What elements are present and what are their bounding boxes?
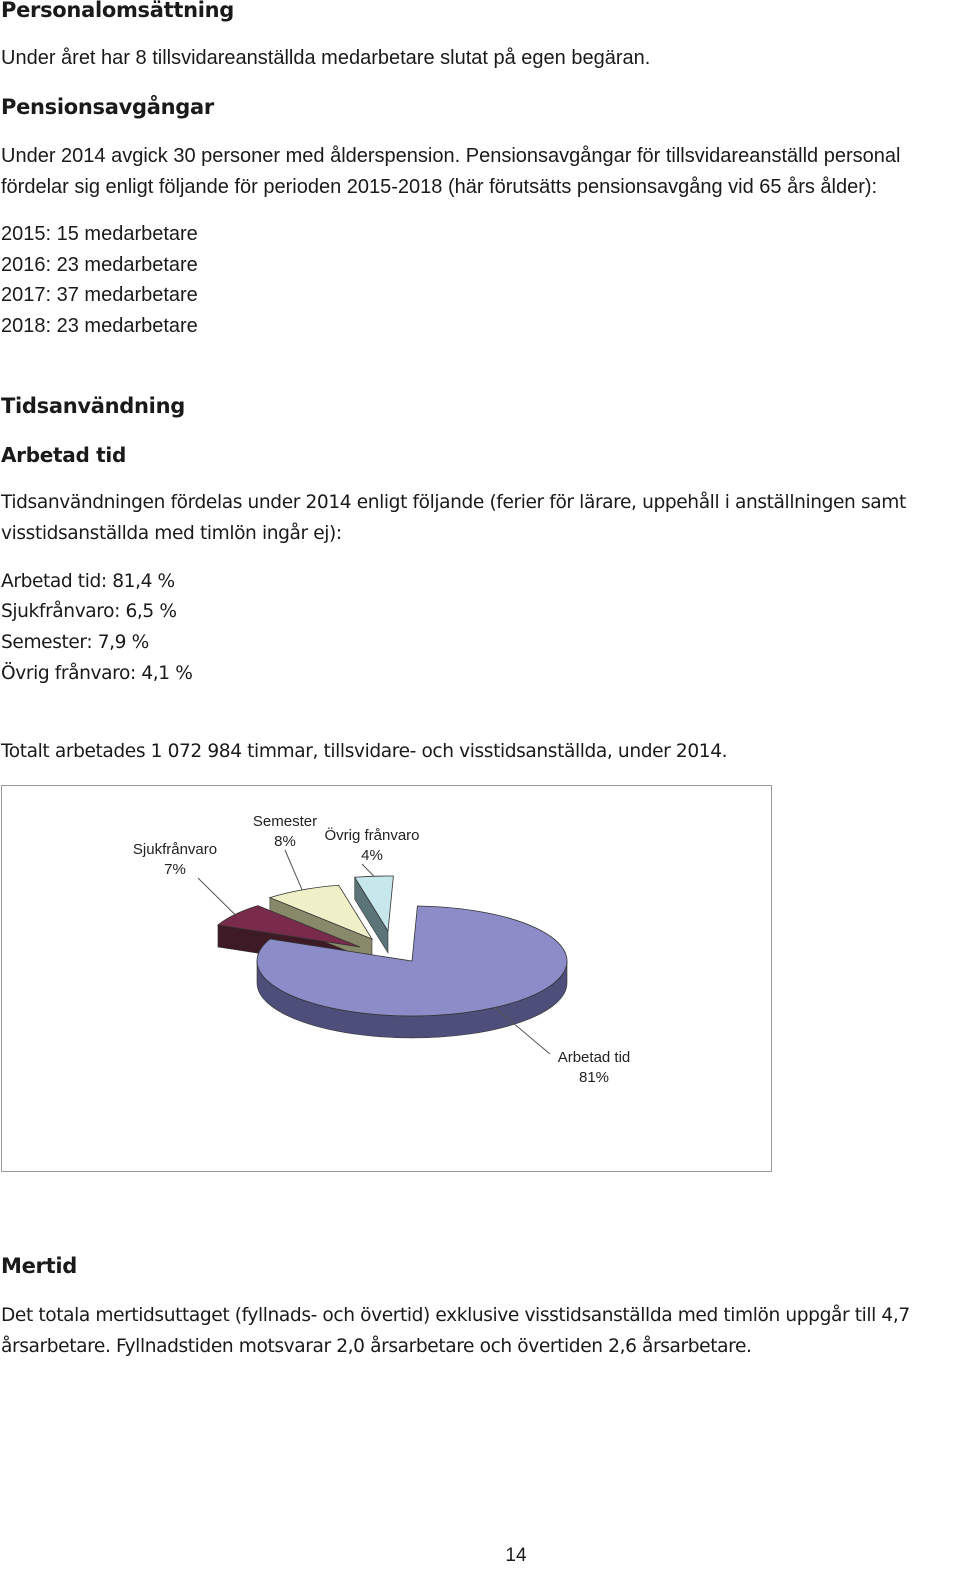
heading-mertid: Mertid: [1, 1254, 77, 1278]
slice-label-sjukfranvaro: Sjukfrånvaro: [132, 841, 218, 858]
page-number: 14: [505, 1545, 527, 1566]
slice-label-ovrig-franvaro: Övrig frånvaro: [324, 827, 420, 844]
pie-chart-svg: [2, 786, 770, 1170]
paragraph-personalomsattning: Under året har 8 tillsvidareanställda medarbetare slutat på egen begäran.: [1, 47, 651, 69]
paragraph-mertid-line2: årsarbetare. Fyllnadstiden motsvarar 2,0 årsarbetare och övertiden 2,6 årsarbetare.: [1, 1336, 752, 1357]
list-item: 2016: 23 medarbetare: [1, 254, 198, 276]
leader-line-ovrig-franvaro: [362, 864, 374, 876]
list-item: 2017: 37 medarbetare: [1, 284, 198, 306]
slice-value-arbetad-tid: 81%: [578, 1069, 610, 1086]
leader-line-sjukfranvaro: [198, 878, 235, 915]
paragraph-total-hours: Totalt arbetades 1 072 984 timmar, tillsvidare- och visstidsanställda, under 2014.: [1, 741, 728, 762]
list-item: Semester: 7,9 %: [1, 632, 149, 653]
slice-label-semester: Semester: [252, 813, 318, 830]
slice-value-semester: 8%: [274, 833, 296, 850]
leader-line-semester: [285, 850, 302, 890]
paragraph-tid-line1: Tidsanvändningen fördelas under 2014 enligt följande (ferier för lärare, uppehåll i anställningen samt: [1, 492, 906, 513]
paragraph-pension-line2: fördelar sig enligt följande för perioden 2015-2018 (här förutsätts pensionsavgång vid 65 års ålder):: [1, 176, 878, 198]
slice-value-ovrig-franvaro: 4%: [361, 847, 383, 864]
heading-tidsanvandning: Tidsanvändning: [1, 394, 185, 418]
list-item: 2018: 23 medarbetare: [1, 315, 198, 337]
paragraph-pension-line1: Under 2014 avgick 30 personer med ålderspension. Pensionsavgångar för tillsvidareanställd personal: [1, 145, 901, 167]
list-item: Arbetad tid: 81,4 %: [1, 571, 175, 592]
paragraph-mertid-line1: Det totala mertidsuttaget (fyllnads- och övertid) exklusive visstidsanställda med timlön uppgår till 4,7: [1, 1305, 910, 1326]
slice-value-sjukfranvaro: 7%: [164, 861, 186, 878]
heading-pensionsavgangar: Pensionsavgångar: [1, 95, 214, 119]
paragraph-tid-line2: visstidsanställda med timlön ingår ej):: [1, 523, 342, 544]
list-item: 2015: 15 medarbetare: [1, 223, 198, 245]
pie-chart: [1, 785, 772, 1172]
list-item: Övrig frånvaro: 4,1 %: [1, 663, 193, 684]
list-item: Sjukfrånvaro: 6,5 %: [1, 601, 177, 622]
heading-personalomsattning: Personalomsättning: [1, 0, 235, 22]
slice-label-arbetad-tid: Arbetad tid: [557, 1049, 631, 1066]
subheading-arbetad-tid: Arbetad tid: [1, 443, 126, 467]
